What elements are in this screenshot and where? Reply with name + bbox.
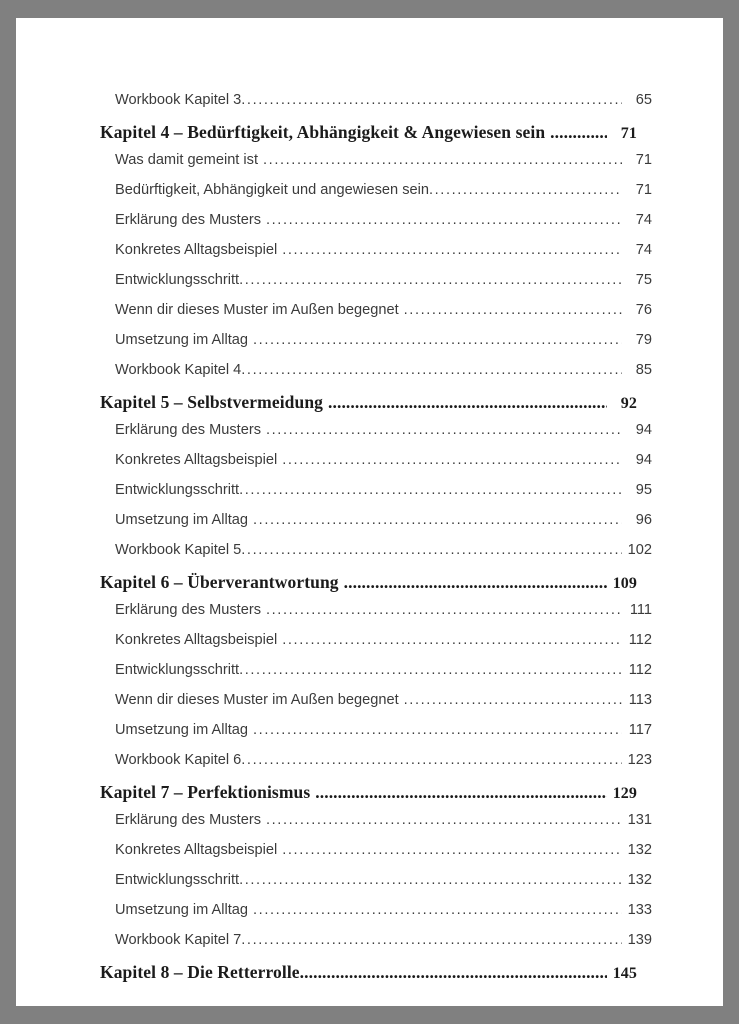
toc-dot-leader — [282, 242, 622, 258]
toc-entry-title: Wenn dir dieses Muster im Außen begegnet — [115, 302, 399, 318]
toc-page-number: 117 — [628, 722, 652, 738]
toc-entry-title: Kapitel 5 – Selbstvermeidung — [100, 392, 324, 412]
toc-entry-title: Workbook Kapitel 3 — [115, 92, 242, 108]
toc-dot-leader — [328, 392, 607, 413]
toc-entry-title: Workbook Kapitel 4 — [115, 362, 242, 378]
toc-entry-row[interactable] — [100, 902, 652, 932]
toc-dot-leader — [239, 272, 622, 288]
toc-entry-title: Umsetzung im Alltag — [115, 332, 249, 348]
toc-entry-row[interactable] — [100, 602, 652, 632]
toc-entry-title: Kapitel 8 – Die Retterrolle — [100, 962, 300, 982]
toc-entry-row[interactable] — [100, 812, 652, 842]
toc-entry-row[interactable] — [100, 542, 652, 572]
toc-page-number: 74 — [635, 242, 652, 258]
toc-dot-leader — [253, 512, 622, 528]
toc-entry-title: Entwicklungsschritt — [115, 662, 240, 678]
toc-page-number: 85 — [635, 362, 652, 378]
toc-entry-row[interactable] — [100, 152, 652, 182]
toc-entry-row[interactable] — [100, 422, 652, 452]
toc-entry-title: Konkretes Alltagsbeispiel — [115, 452, 278, 468]
toc-entry-title: Entwicklungsschritt — [115, 482, 240, 498]
toc-entry-row[interactable] — [100, 272, 652, 302]
toc-chapter-row[interactable] — [100, 782, 637, 812]
toc-entry-row[interactable] — [100, 512, 652, 542]
toc-dot-leader — [282, 452, 622, 468]
toc-entry-row[interactable] — [100, 92, 652, 122]
toc-page-number: 109 — [612, 575, 637, 592]
toc-page-number: 96 — [635, 512, 652, 528]
toc-entry-title: Bedürftigkeit, Abhängigkeit und angewiesen sein — [115, 182, 429, 198]
toc-entry-title: Workbook Kapitel 7 — [115, 932, 242, 948]
toc-entry-title: Kapitel 6 – Überverantwortung — [100, 572, 339, 592]
toc-dot-leader — [266, 212, 622, 228]
toc-dot-leader — [263, 152, 622, 168]
toc-entry-title: Umsetzung im Alltag — [115, 902, 249, 918]
toc-dot-leader — [266, 602, 622, 618]
toc-dot-leader — [344, 572, 607, 593]
toc-entry-row[interactable] — [100, 752, 652, 782]
toc-page-number: 112 — [628, 662, 652, 678]
toc-entry-title: Konkretes Alltagsbeispiel — [115, 632, 278, 648]
toc-entry-title: Wenn dir dieses Muster im Außen begegnet — [115, 692, 399, 708]
toc-entry-row[interactable] — [100, 872, 652, 902]
page-sheet — [16, 18, 723, 1006]
toc-entry-title: Kapitel 4 – Bedürftigkeit, Abhängigkeit & Angewiesen sein — [100, 122, 546, 142]
toc-entry-row[interactable] — [100, 482, 652, 512]
toc-dot-leader — [239, 872, 622, 888]
toc-entry-title: Konkretes Alltagsbeispiel — [115, 242, 278, 258]
toc-dot-leader — [404, 302, 622, 318]
toc-dot-leader — [404, 692, 622, 708]
toc-dot-leader — [241, 932, 622, 948]
toc-chapter-row[interactable] — [100, 962, 637, 992]
toc-entry-title: Workbook Kapitel 6 — [115, 752, 242, 768]
toc-entry-row[interactable] — [100, 242, 652, 272]
toc-entry-row[interactable] — [100, 842, 652, 872]
toc-page-number: 94 — [635, 452, 652, 468]
toc-entry-row[interactable] — [100, 362, 652, 392]
toc-dot-leader — [253, 902, 622, 918]
toc-dot-leader — [239, 662, 622, 678]
toc-page-number: 145 — [612, 965, 637, 982]
toc-page-number: 111 — [629, 602, 652, 618]
toc-dot-leader — [253, 332, 622, 348]
toc-entry-title: Workbook Kapitel 5 — [115, 542, 242, 558]
toc-page-number: 112 — [628, 632, 652, 648]
toc-page-number: 129 — [612, 785, 637, 802]
toc-entry-title: Umsetzung im Alltag — [115, 722, 249, 738]
toc-dot-leader — [266, 812, 622, 828]
toc-page-number: 102 — [627, 542, 652, 558]
toc-page-number: 75 — [635, 272, 652, 288]
toc-dot-leader — [253, 722, 622, 738]
toc-entry-title: Kapitel 7 – Perfektionismus — [100, 782, 311, 802]
toc-page-number: 113 — [628, 692, 652, 708]
toc-entry-row[interactable] — [100, 722, 652, 752]
toc-chapter-row[interactable] — [100, 572, 637, 602]
toc-dot-leader — [241, 542, 622, 558]
toc-entry-title: Entwicklungsschritt — [115, 872, 240, 888]
toc-entry-row[interactable] — [100, 182, 652, 212]
toc-entry-row[interactable] — [100, 452, 652, 482]
toc-page-number: 131 — [627, 812, 652, 828]
toc-page-number: 74 — [635, 212, 652, 228]
toc-entry-row[interactable] — [100, 632, 652, 662]
toc-dot-leader — [300, 962, 607, 983]
toc-page-number: 71 — [635, 182, 652, 198]
toc-page-number: 71 — [620, 125, 637, 142]
toc-dot-leader — [282, 632, 622, 648]
toc-dot-leader — [282, 842, 622, 858]
toc-entry-title: Erklärung des Musters — [115, 602, 261, 618]
toc-page-number: 92 — [620, 395, 637, 412]
toc-entry-row[interactable] — [100, 932, 652, 962]
toc-entry-title: Was damit gemeint ist — [115, 152, 259, 168]
toc-entry-row[interactable] — [100, 692, 652, 722]
toc-entry-title: Erklärung des Musters — [115, 812, 261, 828]
toc-page-number: 79 — [635, 332, 652, 348]
toc-dot-leader — [315, 782, 607, 803]
toc-entry-title: Erklärung des Musters — [115, 422, 261, 438]
toc-chapter-row[interactable] — [100, 122, 637, 152]
toc-page-number: 132 — [627, 872, 652, 888]
toc-entry-row[interactable] — [100, 212, 652, 242]
toc-dot-leader — [239, 482, 622, 498]
table-of-contents — [100, 92, 652, 992]
toc-page-number: 65 — [635, 92, 652, 108]
toc-entry-row[interactable] — [100, 302, 652, 332]
toc-dot-leader — [241, 752, 622, 768]
toc-page-number: 132 — [627, 842, 652, 858]
toc-entry-title: Entwicklungsschritt — [115, 272, 240, 288]
toc-page-number: 95 — [635, 482, 652, 498]
toc-entry-row[interactable] — [100, 662, 652, 692]
toc-dot-leader — [241, 92, 622, 108]
toc-entry-row[interactable] — [100, 332, 652, 362]
toc-page-number: 123 — [627, 752, 652, 768]
toc-dot-leader — [550, 122, 607, 143]
toc-page-number: 133 — [627, 902, 652, 918]
toc-page-number: 76 — [635, 302, 652, 318]
toc-entry-title: Konkretes Alltagsbeispiel — [115, 842, 278, 858]
toc-entry-title: Umsetzung im Alltag — [115, 512, 249, 528]
toc-entry-title: Erklärung des Musters — [115, 212, 261, 228]
toc-dot-leader — [429, 182, 622, 198]
toc-page-number: 139 — [627, 932, 652, 948]
toc-chapter-row[interactable] — [100, 392, 637, 422]
toc-page-number: 94 — [635, 422, 652, 438]
toc-page-number: 71 — [635, 152, 652, 168]
toc-dot-leader — [266, 422, 622, 438]
toc-dot-leader — [241, 362, 622, 378]
